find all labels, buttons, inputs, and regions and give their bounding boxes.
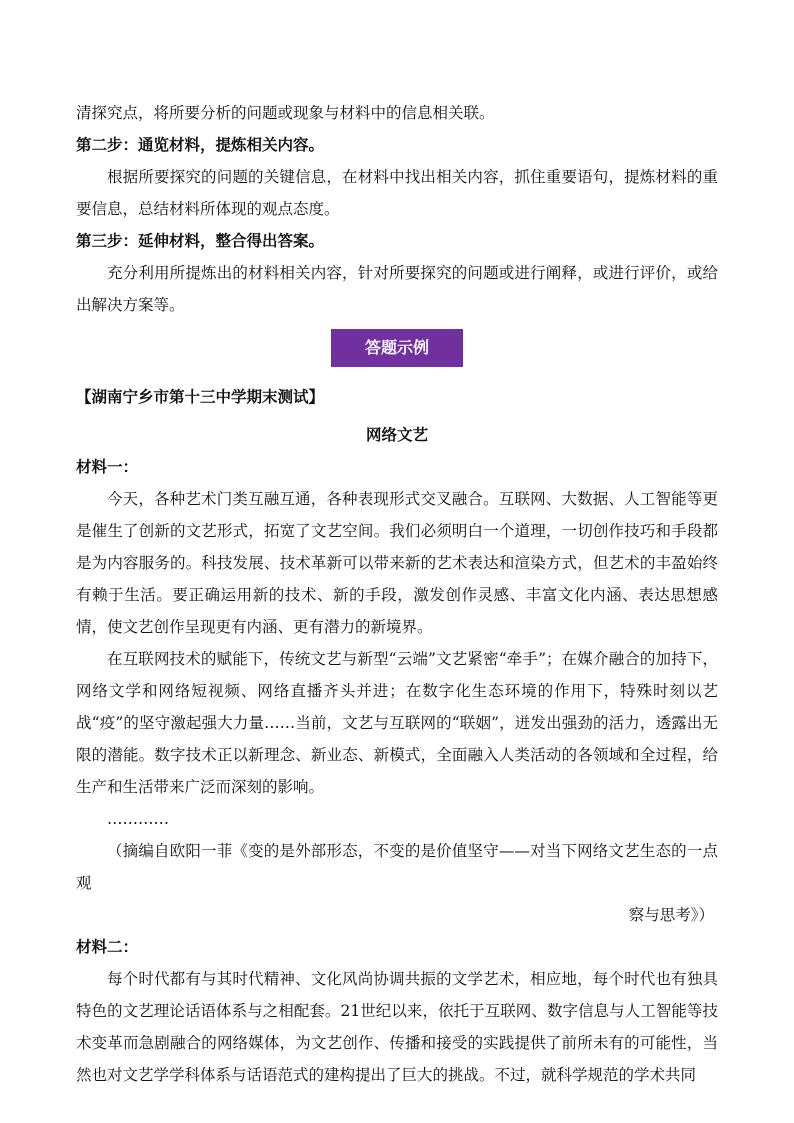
material2-heading: 材料二： <box>76 938 139 956</box>
intro-paragraph: 清探究点，将所要分析的问题或现象与材料中的信息相关联。 <box>76 104 495 122</box>
article-title: 网络文艺 <box>365 426 428 444</box>
material1-heading: 材料一： <box>76 458 139 476</box>
step2-heading: 第二步：通览材料，提炼相关内容。 <box>76 136 325 154</box>
material1-source-line-1: （摘编自欧阳一菲《变的是外部形态，不变的是价值坚守——对当下网络文艺生态的一点观 <box>76 842 718 892</box>
step3-heading: 第三步：延伸材料，整合得出答案。 <box>76 232 325 250</box>
ellipsis: ………… <box>107 810 169 828</box>
material2-paragraph-1: 每个时代都有与其时代精神、文化风尚协调共振的文学艺术，相应地，每个时代也有独具特色的文艺理论话语体系与之相配套。21世纪以来，依托于互联网、数字信息与人工智能等技术变革而急剧融合的网络媒体，为文艺创作、传播和接受的实践提供了前所未有的可能性，当然也对文艺学学科体系与话语范式的建构提出了巨大的挑战。不过，就科学规范的学术共同 <box>76 970 718 1084</box>
example-banner-row <box>76 321 718 381</box>
document-body <box>76 97 718 1091</box>
example-banner: 答题示例 <box>331 329 463 367</box>
step3-body: 充分利用所提炼出的材料相关内容，针对所要探究的问题或进行阐释，或进行评价，或给出解决方案等。 <box>76 264 718 314</box>
material1-paragraph-2: 在互联网技术的赋能下，传统文艺与新型“云端”文艺紧密“牵手”；在媒介融合的加持下，网络文学和网络短视频、网络直播齐头并进；在数字化生态环境的作用下，特殊时刻以艺战“疫”的坚守激起强大力量……当前，文艺与互联网的“联姻”，迸发出强劲的活力，透露出无限的潜能。数字技术正以新理念、新业态、新模式，全面融入人类活动的各领域和全过程，给生产和生活带来广泛而深刻的影响。 <box>76 650 718 796</box>
step2-body: 根据所要探究的问题的关键信息，在材料中找出相关内容，抓住重要语句，提炼材料的重要信息，总结材料所体现的观点态度。 <box>76 168 718 218</box>
material1-source-line-2: 察与思考》） <box>628 906 714 924</box>
material1-paragraph-1: 今天，各种艺术门类互融互通，各种表现形式交叉融合。互联网、大数据、人工智能等更是催生了创新的文艺形式，拓宽了文艺空间。我们必须明白一个道理，一切创作技巧和手段都是为内容服务的。科技发展、技术革新可以带来新的艺术表达和渲染方式，但艺术的丰盈始终有赖于生活。要正确运用新的技术、新的手段，激发创作灵感、丰富文化内涵、表达思想感情，使文艺创作呈现更有内涵、更有潜力的新境界。 <box>76 490 718 636</box>
exam-source: 【湖南宁乡市第十三中学期末测试】 <box>76 388 325 406</box>
